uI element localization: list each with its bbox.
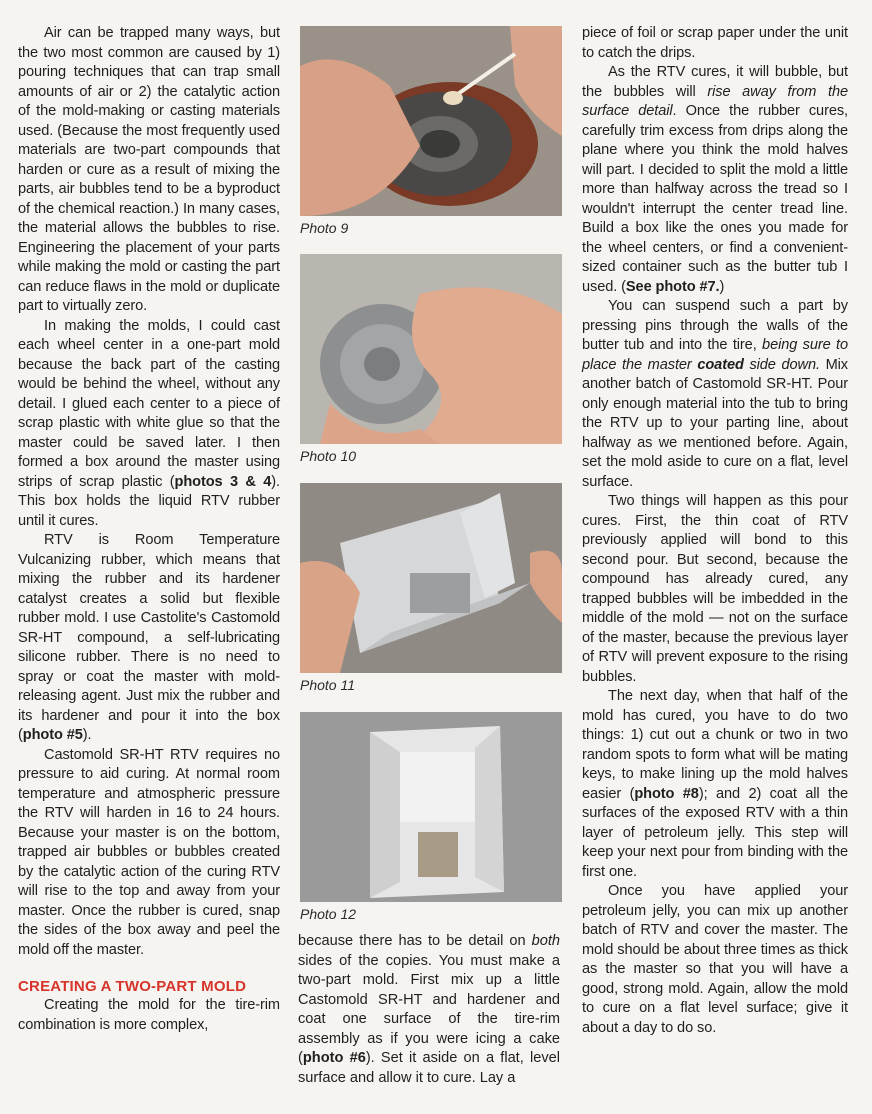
- photo-caption: Photo 11: [300, 677, 356, 693]
- text-run: ). This box holds the liquid RTV rubber until it cures.: [18, 473, 281, 529]
- paragraph: [298, 932, 560, 1088]
- photo-9-image: [300, 26, 562, 216]
- paragraph: [18, 317, 280, 532]
- photo-reference: photo #6: [302, 1050, 366, 1066]
- paragraph: Castomold SR-HT RTV requires no pressure to aid curing. At normal room temperature and atmospheric pressure the RTV will harden in 16 to 24 hours. Because your master is on the bottom, trapped air bubbles or bubbles created by the catalytic action of the curing RTV will rise to the top and away from your master. Once the rubber is cured, snap the sides of the box away and peel the mold off the master.: [18, 746, 280, 958]
- text-column-middle: [298, 932, 560, 1088]
- photo-11: [300, 483, 562, 694]
- emphasis: side down.: [743, 356, 820, 373]
- text-run: The next day, when that half of the mold has cured, you have to do two things: 1) cut out a chunk or two in two random spots to form what will be mating keys, to make lining up the mold halves easier (: [582, 688, 848, 802]
- text-run: sides of the copies. You must make a two-part mold. First mix up a little Castomold SR-HT and hardener and coat one surface of the tire-rim assembly as if you were icing a cake (: [298, 952, 560, 1066]
- text-run: . Once the rubber cures, carefully trim excess from drips along the plane where you think the mold halves will part. I decided to split the mold a little more than halfway across the tread so I wouldn't interrupt the center tread line. Build a box like the ones you made for the wheel centers, or find a convenient-sized container such as the butter tub I used. (: [582, 103, 848, 295]
- text-run: ).: [82, 727, 92, 743]
- photo-reference: photo #5: [22, 727, 83, 743]
- photo-12: [300, 712, 562, 923]
- emphasis-bold: coated: [697, 356, 744, 373]
- paragraph: Creating the mold for the tire-rim combination is more complex,: [18, 997, 280, 1033]
- emphasis: rise away from the surface detail: [582, 83, 848, 119]
- text-run: As the RTV cures, it will bubble, but the bubbles will: [582, 64, 848, 100]
- text-run: ). Set it aside on a flat, level surface and allow it to cure. Lay a: [298, 1050, 560, 1086]
- text-run: ); and 2) coat all the surfaces of the exposed RTV with a thin layer of petroleum jelly. This step will keep your next pour from binding with the first one.: [582, 785, 848, 880]
- paragraph: Air can be trapped many ways, but the two most common are caused by 1) pouring techniques that can trap small amounts of air or 2) the catalytic action of the mold-making or casting materials used. (Because the most frequently used materials are two-part compounds that harden or cure as a result of mixing the parts, air bubbles tend to be a byproduct of the chemical reaction.) In many cases, the material allows the bubbles to rise. Engineering the placement of your parts while making the mold or casting the part can reduce flaws in the mold or duplicate part to virtually zero.: [18, 25, 280, 314]
- paragraph: [582, 63, 848, 297]
- photo-10: [300, 254, 562, 465]
- photo-10-image: [300, 254, 562, 444]
- text-run: RTV is Room Temperature Vulcanizing rubber, which means that mixing the rubber and its hardener catalyst creates a solid but flexible rubber mold. I use Castolite's Castomold SR-HT compound, a self-lubricating silicone rubber. There is no need to spray or coat the master with mold-releasing agent. Just mix the rubber and its hardener and pour it into the box (: [18, 532, 280, 743]
- emphasis: being sure to place the master: [582, 337, 848, 373]
- section-heading: CREATING A TWO-PART MOLD: [18, 978, 247, 995]
- text-run: In making the molds, I could cast each wheel center in a one-part mold because the back part of the casting would be behind the wheel, without any detail. I glued each center to a piece of scrap plastic with white glue so that the master could be saved later. I then formed a box around the master using strips of scrap plastic (: [18, 317, 280, 490]
- photo-9: [300, 26, 562, 237]
- photo-12-image: [300, 712, 562, 902]
- text-run: You can suspend such a part by pressing pins through the walls of the butter tub and into the tire,: [582, 298, 848, 353]
- text-column-right: [582, 24, 848, 1038]
- text-column-left: [18, 24, 280, 1035]
- paragraph: [18, 531, 280, 746]
- text-run: Mix another batch of Castomold SR-HT. Pour only enough material into the tub to bring the RTV up to your parting line, about halfway as we mentioned before. Again, set the mold aside to cure on a flat, level surface.: [582, 356, 848, 490]
- photo-caption: Photo 10: [300, 448, 357, 464]
- text-run: ): [719, 278, 725, 295]
- photo-11-image: [300, 483, 562, 673]
- photo-reference: photo #8: [634, 785, 699, 802]
- photo-caption: Photo 9: [300, 220, 349, 236]
- paragraph: Once you have applied your petroleum jelly, you can mix up another batch of RTV and cover the master. The mold should be about three times as thick as the master so that you will have a good, strong mold. Again, allow the mold to cure on a flat level surface; give it about a day to do so.: [582, 883, 848, 1036]
- paragraph: [582, 297, 848, 492]
- text-run: because there has to be detail on: [298, 933, 532, 949]
- photo-reference: photos 3 & 4: [174, 473, 272, 490]
- photo-reference: See photo #7.: [625, 278, 720, 295]
- paragraph: Two things will happen as this pour cures. First, the thin coat of RTV previously applied will bond to this second pour. But second, because the compound has already cured, any trapped bubbles will be imbedded in the middle of the mold — not on the surface of the master, because the previous layer of RTV will prevent exposure to the rising bubbles.: [582, 493, 848, 685]
- paragraph: piece of foil or scrap paper under the unit to catch the drips.: [582, 25, 848, 61]
- emphasis: both: [531, 933, 560, 949]
- paragraph: [582, 687, 848, 882]
- photo-caption: Photo 12: [300, 906, 357, 922]
